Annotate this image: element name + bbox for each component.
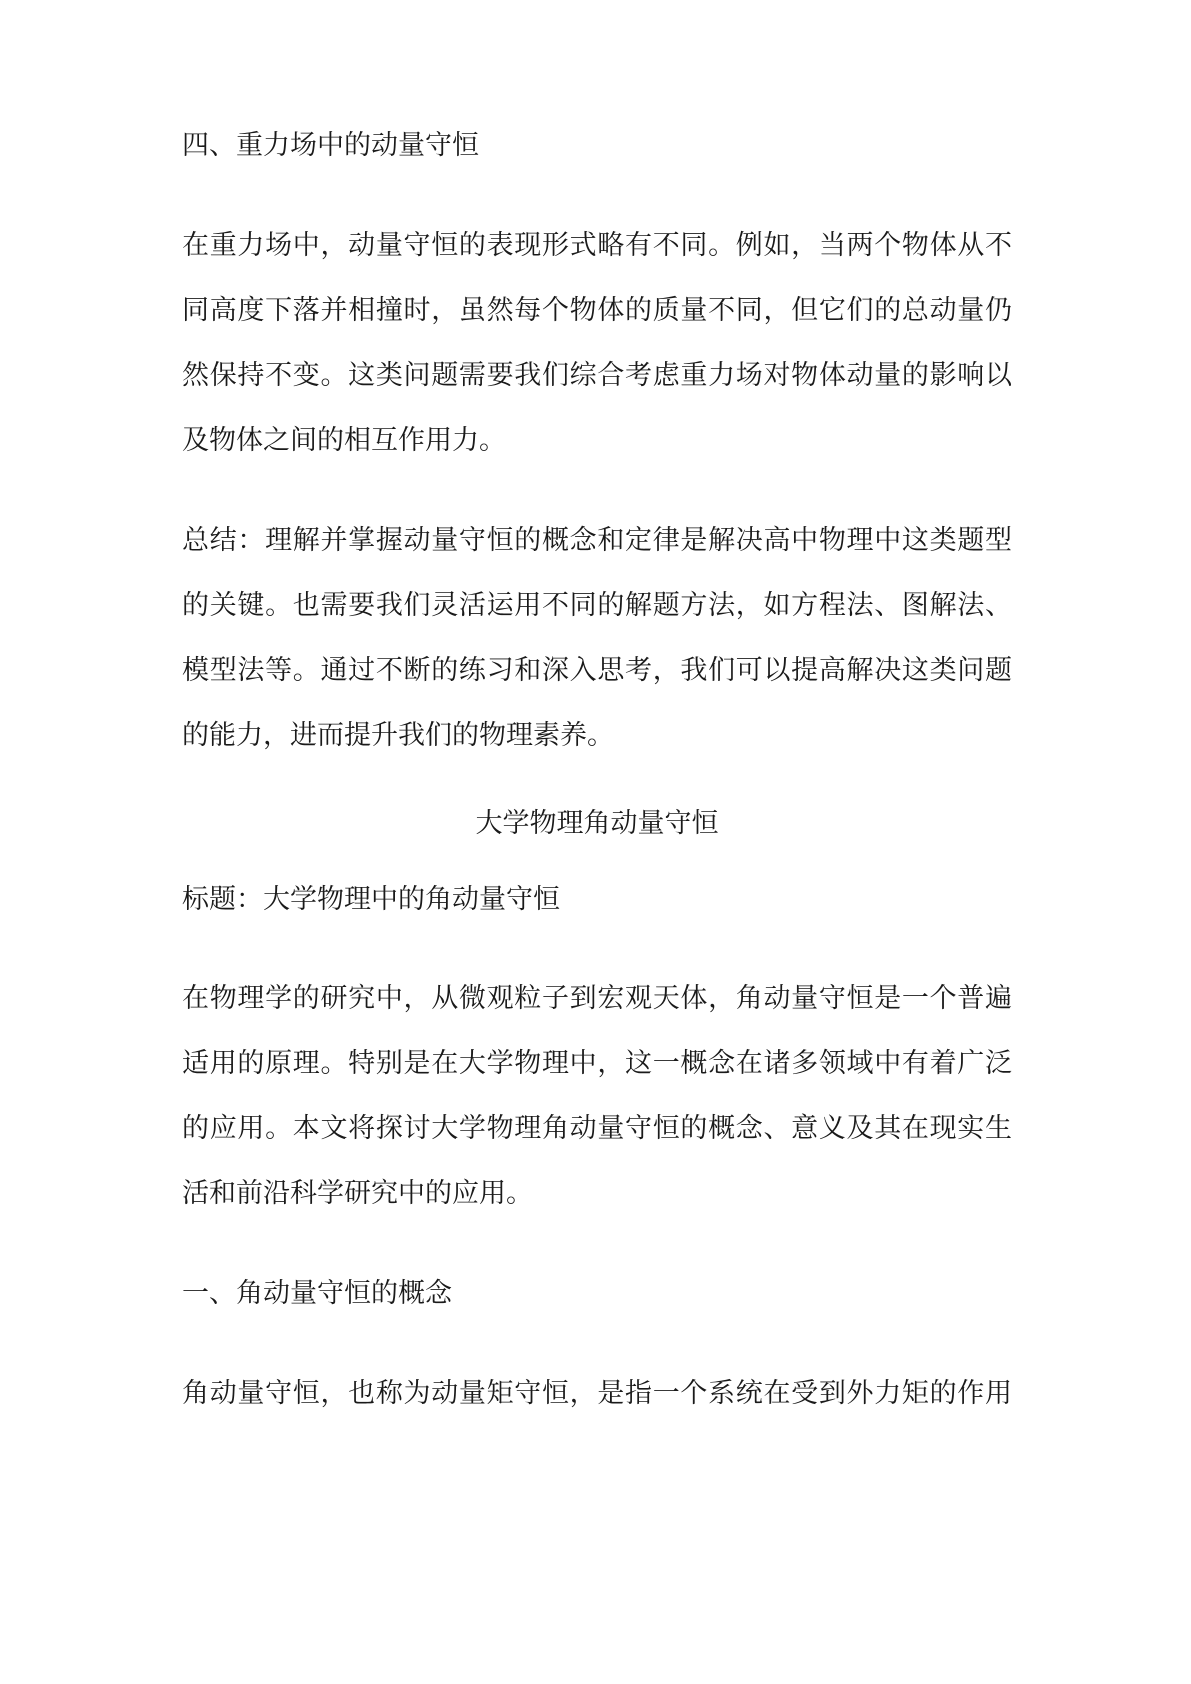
section-4-paragraph-line-3: 然保持不变。这类问题需要我们综合考虑重力场对物体动量的影响以 — [182, 360, 1012, 391]
section-4-paragraph-line-4: 及物体之间的相互作用力。 — [182, 425, 506, 456]
section-4-heading: 四、重力场中的动量守恒 — [182, 130, 479, 161]
section-1-heading: 一、角动量守恒的概念 — [182, 1278, 452, 1309]
section-1-line-1: 角动量守恒，也称为动量矩守恒，是指一个系统在受到外力矩的作用 — [182, 1378, 1012, 1409]
summary-line-2: 的关键。也需要我们灵活运用不同的解题方法，如方程法、图解法、 — [182, 590, 1012, 621]
summary-line-1: 总结：理解并掌握动量守恒的概念和定律是解决高中物理中这类题型 — [182, 525, 1012, 556]
article-title: 大学物理角动量守恒 — [475, 808, 719, 839]
article-subtitle: 标题：大学物理中的角动量守恒 — [182, 884, 560, 915]
intro-line-3: 的应用。本文将探讨大学物理角动量守恒的概念、意义及其在现实生 — [182, 1113, 1012, 1144]
intro-line-1: 在物理学的研究中，从微观粒子到宏观天体，角动量守恒是一个普遍 — [182, 983, 1012, 1014]
intro-line-4: 活和前沿科学研究中的应用。 — [182, 1178, 533, 1209]
section-4-paragraph-line-2: 同高度下落并相撞时，虽然每个物体的质量不同，但它们的总动量仍 — [182, 295, 1012, 326]
intro-line-2: 适用的原理。特别是在大学物理中，这一概念在诸多领域中有着广泛 — [182, 1048, 1012, 1079]
summary-line-4: 的能力，进而提升我们的物理素养。 — [182, 720, 614, 751]
section-4-paragraph-line-1: 在重力场中，动量守恒的表现形式略有不同。例如，当两个物体从不 — [182, 230, 1012, 261]
summary-line-3: 模型法等。通过不断的练习和深入思考，我们可以提高解决这类问题 — [182, 655, 1012, 686]
